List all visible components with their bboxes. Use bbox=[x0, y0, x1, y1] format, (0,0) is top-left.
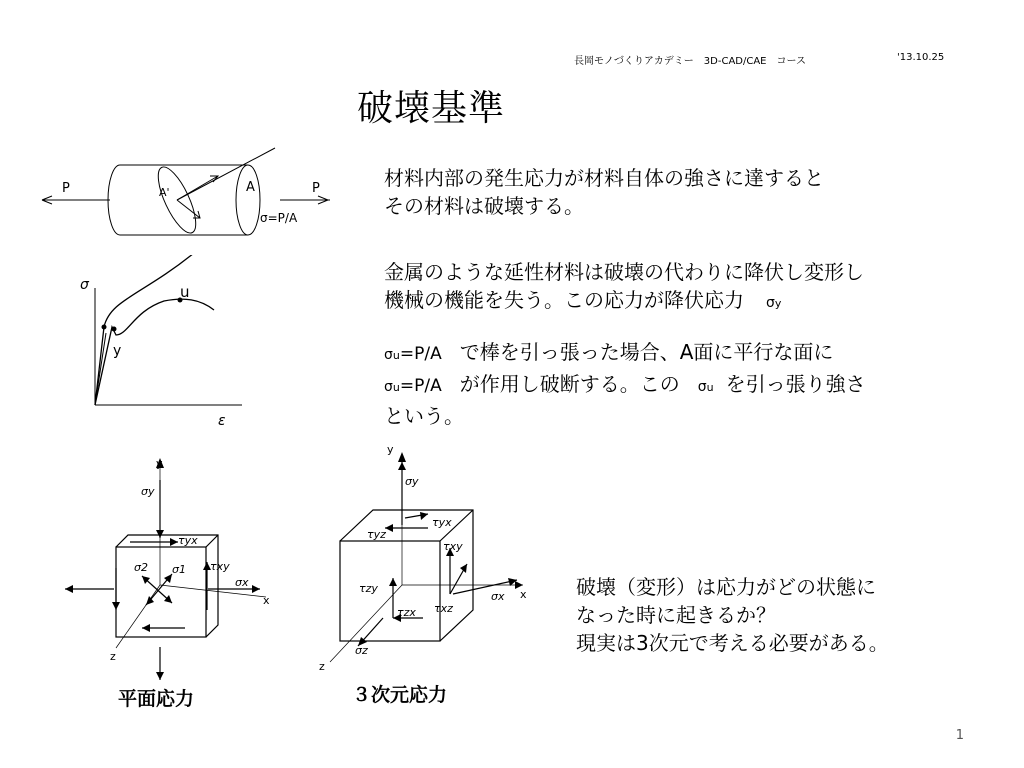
arrow-head bbox=[65, 585, 73, 593]
paragraph-line: 金属のような延性材料は破壊の代わりに降伏し変形し bbox=[384, 260, 864, 284]
paragraph-line: という。 bbox=[384, 404, 464, 428]
stress-axis-label: σ bbox=[80, 277, 89, 293]
arrow-head bbox=[156, 530, 164, 538]
arrow-head bbox=[156, 672, 164, 680]
arrow-head bbox=[398, 452, 406, 462]
tau-xy-label: τxy bbox=[210, 560, 230, 573]
tau-yz-label: τyz bbox=[367, 528, 386, 541]
equation: =P/A bbox=[399, 376, 442, 396]
tau-xz-label: τxz bbox=[434, 602, 453, 615]
sigma-symbol: σ bbox=[384, 379, 393, 395]
yield-label: y bbox=[113, 343, 122, 359]
axis-y-label: y bbox=[156, 457, 163, 470]
note-line: なった時に起きるか？ bbox=[576, 603, 776, 627]
rod-right-face bbox=[236, 165, 260, 235]
axis-y-label: y bbox=[387, 443, 394, 456]
note-line: 現実は3次元で考える必要がある。 bbox=[576, 631, 889, 655]
stress-strain-figure bbox=[72, 255, 252, 435]
paragraph-line bbox=[384, 286, 864, 318]
course-header: 長岡モノづくりアカデミー 3D-CAD/CAE コース bbox=[574, 56, 807, 67]
paragraph-line: 材料内部の発生応力が材料自体の強さに達すると bbox=[384, 166, 824, 190]
paragraph-tensile bbox=[384, 338, 866, 430]
arrow-head bbox=[398, 462, 406, 470]
ultimate-label: u bbox=[180, 283, 190, 301]
axis-x-label: x bbox=[520, 588, 527, 601]
tau-zx-label: τzx bbox=[397, 606, 416, 619]
arrow-head bbox=[389, 578, 397, 586]
plane-stress-caption: 平面応力 bbox=[118, 688, 195, 710]
sigma-y-label: σy bbox=[141, 485, 155, 498]
paragraph-text: 機械の機能を失う。この応力が降伏応力 bbox=[384, 288, 744, 312]
arrow-head bbox=[142, 624, 150, 632]
arrow-head bbox=[460, 564, 467, 573]
note-block bbox=[576, 573, 889, 657]
load-label-right: P bbox=[312, 181, 320, 196]
paragraph-failure-definition bbox=[384, 164, 824, 220]
sigma-symbol: σ bbox=[384, 347, 393, 363]
elastic-line bbox=[95, 333, 106, 405]
paragraph-text: が作用し破断する。この bbox=[459, 372, 680, 396]
sigma-subscript: u bbox=[392, 349, 400, 362]
x-axis bbox=[160, 585, 266, 597]
arrow-head bbox=[170, 538, 178, 546]
rod-tension-figure bbox=[30, 140, 330, 240]
axis-z-label: z bbox=[110, 650, 116, 663]
arrow-head bbox=[420, 512, 428, 520]
paragraph-text: で棒を引っ張った場合、A面に平行な面に bbox=[459, 340, 834, 364]
cube-front-face bbox=[340, 541, 440, 641]
cube-edges bbox=[340, 510, 473, 641]
ductile-curve bbox=[95, 255, 194, 405]
paragraph-yield bbox=[384, 258, 864, 318]
paragraph-line bbox=[384, 370, 866, 402]
z-axis bbox=[116, 585, 160, 648]
sigma-x-label: σx bbox=[491, 590, 505, 603]
tau-yx-label: τyx bbox=[432, 516, 452, 529]
section-label-a-prime: A' bbox=[159, 186, 170, 199]
stress-formula: σ=P/A bbox=[260, 211, 298, 225]
three-d-stress-caption: ３次元応力 bbox=[352, 684, 448, 706]
three-d-stress-figure bbox=[305, 440, 545, 680]
paragraph-line bbox=[384, 338, 866, 370]
sigma-subscript: u bbox=[392, 381, 400, 394]
tau-yx-label: τyx bbox=[178, 534, 198, 547]
tensile-strength-symbol: σ bbox=[697, 379, 707, 395]
shear-vector bbox=[177, 200, 200, 218]
load-label-left: P bbox=[62, 181, 70, 196]
strain-axis-label: ε bbox=[218, 413, 226, 429]
sigma-z-label: σz bbox=[355, 644, 368, 657]
axis-x-label: x bbox=[263, 594, 270, 607]
yield-stress-subscript: y bbox=[774, 297, 782, 310]
yield-point-marker bbox=[102, 325, 107, 330]
arrow-head bbox=[112, 602, 120, 610]
arrow-head bbox=[252, 585, 260, 593]
equation: =P/A bbox=[399, 344, 442, 364]
sigma-x-arrow bbox=[453, 580, 517, 594]
normal-line bbox=[177, 148, 275, 200]
date-header: '13.10.25 bbox=[897, 52, 945, 63]
tau-xy-label: τxy bbox=[443, 540, 463, 553]
paragraph-text: を引っ張り強さ bbox=[725, 372, 866, 396]
section-label-a: A bbox=[246, 180, 255, 195]
sigma-2-label: σ2 bbox=[134, 561, 148, 574]
page-number: 1 bbox=[955, 728, 964, 743]
stress-vector bbox=[177, 176, 218, 200]
page-title: 破壊基準 bbox=[357, 88, 506, 129]
tau-zy-label: τzy bbox=[359, 582, 378, 595]
sigma-1-label: σ1 bbox=[172, 563, 186, 576]
yield-stress-symbol: σ bbox=[766, 295, 775, 311]
tensile-strength-subscript: u bbox=[706, 381, 714, 394]
upper-yield-marker bbox=[112, 327, 117, 332]
sigma-x-label: σx bbox=[235, 576, 249, 589]
cube-front-face bbox=[116, 547, 206, 637]
axis-z-label: z bbox=[319, 660, 325, 673]
arrow-head bbox=[385, 524, 393, 532]
note-line: 破壊（変形）は応力がどの状態に bbox=[576, 575, 876, 599]
paragraph-line: その材料は破壊する。 bbox=[384, 194, 584, 218]
plane-stress-figure bbox=[60, 450, 300, 680]
sigma-y-label: σy bbox=[405, 475, 419, 488]
